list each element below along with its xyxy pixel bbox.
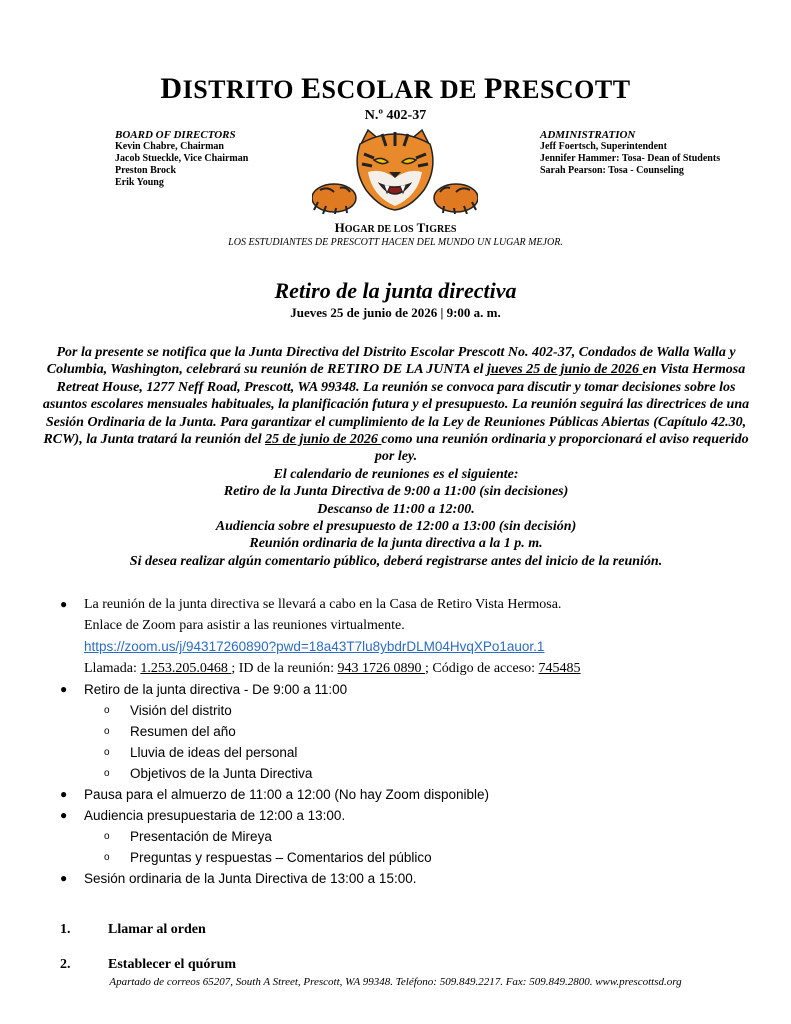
notice-text: como una reunión ordinaria y proporcionará el aviso requerido por ley. [374, 432, 749, 465]
title-scolar: SCOLAR DE [321, 75, 477, 104]
schedule-line: El calendario de reuniones es el siguiente: [273, 466, 519, 482]
numbered-item-quorum [60, 957, 236, 973]
agenda-item [60, 594, 750, 615]
home-ogar: OGAR DE LOS [344, 224, 414, 235]
district-title [0, 72, 791, 106]
schedule-line: Si desea realizar algún comentario público, deberá registrarse antes del inicio de la reunión. [129, 553, 663, 569]
dial-in-line [60, 658, 750, 679]
board-of-directors [115, 129, 248, 189]
home-initial-h: H [334, 220, 345, 235]
meeting-id: 943 1726 0890 [337, 661, 426, 676]
agenda-item-text: Sesión ordinaria de la Junta Directiva de 13:00 a 15:00. [84, 871, 417, 886]
agenda-item-text: Pausa para el almuerzo de 11:00 a 12:00 (No hay Zoom disponible) [84, 787, 489, 802]
agenda-subitem-text: Visión del distrito [130, 703, 232, 718]
agenda-subitem-text: Resumen del año [130, 724, 236, 739]
bullet-icon: ● [60, 871, 68, 885]
passcode-label: ; Código de acceso: [425, 661, 539, 676]
board-heading: BOARD OF DIRECTORS [115, 129, 236, 141]
agenda-item [60, 784, 750, 805]
board-member: Kevin Chabre, Chairman [115, 141, 224, 152]
agenda-subitem [60, 700, 750, 721]
board-member: Jacob Stueckle, Vice Chairman [115, 153, 249, 164]
zoom-link-line [60, 636, 750, 658]
page-footer: Apartado de correos 65207, South A Street, Prescott, WA 99348. Teléfono: 509.849.2217. Fax: 509.849.2800. www.prescottsd.org [109, 976, 682, 988]
circle-bullet-icon: o [104, 705, 110, 716]
numbered-item-call-to-order [60, 922, 206, 938]
notice-date-underlined: 25 de junio de 2026 [265, 432, 382, 448]
schedule-line: Audiencia sobre el presupuesto de 12:00 a 13:00 (sin decisión) [215, 519, 577, 535]
agenda-subitem-text: Presentación de Mireya [130, 829, 272, 844]
title-rescott: RESCOTT [502, 75, 631, 104]
board-member: Erik Young [115, 177, 164, 188]
agenda-item-text: Audiencia presupuestaria de 12:00 a 13:00. [84, 808, 346, 823]
circle-bullet-icon: o [104, 852, 110, 863]
district-motto: LOS ESTUDIANTES DE PRESCOTT HACEN DEL MUNDO UN LUGAR MEJOR. [228, 237, 563, 248]
item-number: 2. [60, 957, 71, 972]
item-label: Llamar al orden [108, 922, 206, 937]
title-istrito: ISTRITO [182, 75, 294, 104]
agenda-item [60, 868, 750, 889]
admin-member: Jeff Foertsch, Superintendent [540, 141, 667, 152]
notice-date-underlined: jueves 25 de junio de 2026 [486, 362, 643, 378]
bullet-icon: ● [60, 787, 68, 801]
agenda-subitem [60, 742, 750, 763]
call-label: Llamada: [84, 661, 141, 676]
agenda-item [60, 679, 750, 700]
home-initial-t: T [416, 220, 426, 235]
home-igres: IGRES [425, 224, 457, 235]
bullet-icon: ● [60, 682, 68, 696]
passcode: 745485 [538, 661, 581, 676]
schedule-line: Retiro de la Junta Directiva de 9:00 a 11:00 (sin decisiones) [223, 484, 569, 500]
agenda-subitem-text: Preguntas y respuestas – Comentarios del público [130, 850, 432, 865]
schedule-line: Descanso de 11:00 a 12:00. [317, 501, 475, 517]
tiger-mascot-icon [312, 128, 478, 214]
circle-bullet-icon: o [104, 768, 110, 779]
agenda-subitem [60, 847, 750, 868]
meeting-title: Retiro de la junta directiva [274, 278, 517, 303]
circle-bullet-icon: o [104, 747, 110, 758]
home-of-tigers [0, 220, 791, 236]
administration [540, 129, 720, 177]
admin-member: Sarah Pearson: Tosa - Counseling [540, 165, 684, 176]
agenda-list [60, 594, 750, 889]
call-number[interactable]: 1.253.205.0468 [140, 661, 232, 676]
agenda-item-text: La reunión de la junta directiva se llevará a cabo en la Casa de Retiro Vista Hermosa. [84, 597, 562, 612]
bullet-icon: ● [60, 597, 68, 611]
admin-heading: ADMINISTRATION [540, 129, 636, 141]
agenda-subitem-text: Objetivos de la Junta Directiva [130, 766, 313, 781]
agenda-subitem [60, 826, 750, 847]
agenda-subitem [60, 763, 750, 784]
schedule-line: Reunión ordinaria de la junta directiva a la 1 p. m. [249, 536, 543, 552]
meeting-date: Jueves 25 de junio de 2026 | 9:00 a. m. [290, 305, 501, 320]
zoom-intro-text: Enlace de Zoom para asistir a las reuniones virtualmente. [84, 618, 405, 633]
notice-text: Por la presente se notifica que la Junta Directiva del Distrito Escolar Prescott No. 402-37, Condados de Walla Walla y Columbia, Washington, celebrará su reunión de RETIRO DE LA JUNTA el [46, 345, 736, 378]
meeting-id-label: ; ID de la reunión: [231, 661, 338, 676]
agenda-subitem [60, 721, 750, 742]
title-initial-p: P [484, 72, 503, 105]
item-number: 1. [60, 922, 71, 937]
item-label: Establecer el quórum [108, 957, 237, 972]
circle-bullet-icon: o [104, 831, 110, 842]
agenda-subitem-text: Lluvia de ideas del personal [130, 745, 298, 760]
bullet-icon: ● [60, 808, 68, 822]
district-number: N.º 402-37 [364, 108, 427, 123]
title-initial-e: E [301, 72, 322, 105]
public-notice [36, 344, 756, 570]
notice-text: en Vista Hermosa Retreat House, 1277 Neff Road, Prescott, WA 99348. La reunión se convoca para discutir y tomar decisiones sobre los asuntos escolares mensuales habituales, la planificación futura y el presupuesto. La reunión seguirá las directrices de una Sesión Ordinaria de la Junta. Para garantizar el cumplimiento de la Ley de Reuniones Públicas Abiertas (Capítulo 42.30, RCW), la Junta tratará la reunión del [42, 362, 750, 448]
circle-bullet-icon: o [104, 726, 110, 737]
zoom-link[interactable]: https://zoom.us/j/94317260890?pwd=18a43T7lu8ybdrDLM04HvqXPo1auor.1 [84, 639, 545, 654]
admin-member: Jennifer Hammer: Tosa- Dean of Students [540, 153, 721, 164]
agenda-item-text: Retiro de la junta directiva - De 9:00 a 11:00 [84, 682, 348, 697]
agenda-item [60, 805, 750, 826]
title-initial-d: D [160, 72, 183, 105]
board-member: Preston Brock [115, 165, 177, 176]
